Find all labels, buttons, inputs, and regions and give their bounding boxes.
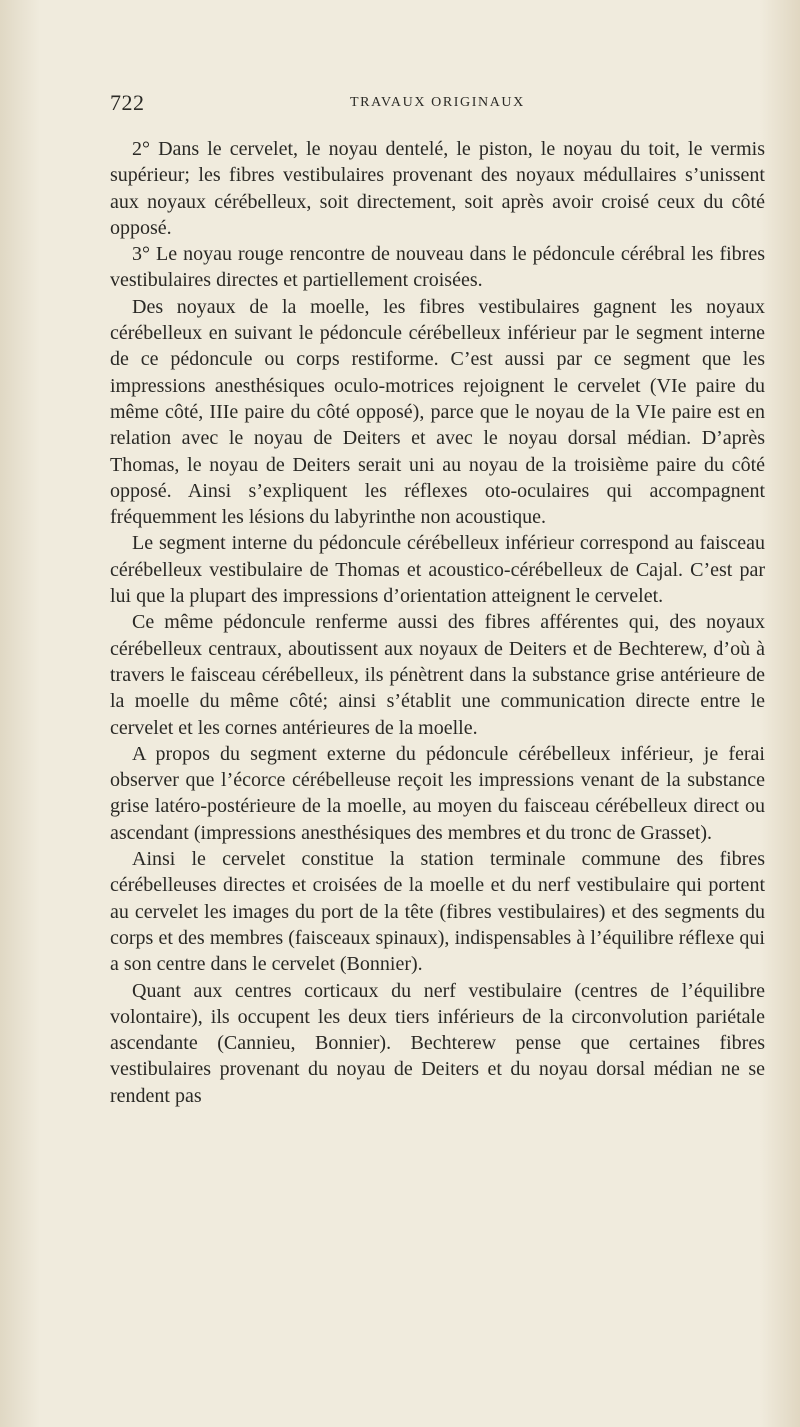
paragraph: Le segment interne du pédoncule cérébelleux inférieur correspond au faisceau cérébelleux vestibulaire de Thomas et acoustico-cérébelleux de Cajal. C’est par lui que la plupart des impressions d’orientation atteignent le cervelet.	[110, 532, 765, 608]
paragraph: 3° Le noyau rouge rencontre de nouveau dans le pédoncule cérébral les fibres vestibulaires directes et partiellement croisées.	[110, 243, 765, 292]
body-text	[110, 136, 765, 1109]
paragraph: Des noyaux de la moelle, les fibres vestibulaires gagnent les noyaux cérébelleux en suivant le pédoncule cérébelleux inférieur par le segment interne de ce pédoncule ou corps restiforme. C’est aussi par ce segment que les impressions anesthésiques oculo-motrices rejoignent le cervelet (VIe paire du même côté, IIIe paire du côté opposé), parce que le noyau de la VIe paire est en relation avec le noyau de Deiters et avec le noyau dorsal médian. D’après Thomas, le noyau de Deiters serait uni au noyau de la troisième paire du côté opposé. Ainsi s’expliquent les réflexes oto-oculaires qui accompagnent fréquemment les lésions du labyrinthe non acoustique.	[110, 295, 765, 529]
paragraph: 2° Dans le cervelet, le noyau dentelé, le piston, le noyau du toit, le vermis supérieur; les fibres vestibulaires provenant des noyaux médullaires s’unissent aux noyaux cérébelleux, soit directement, soit après avoir croisé ceux du côté opposé.	[110, 138, 765, 239]
paragraph: A propos du segment externe du pédoncule cérébelleux inférieur, je ferai observer que l’écorce cérébelleuse reçoit les impressions venant de la substance grise latéro-postérieure de la moelle, au moyen du faisceau cérébelleux direct ou ascendant (impressions anesthésiques des membres et du tronc de Grasset).	[110, 742, 765, 844]
paragraph: Ce même pédoncule renferme aussi des fibres afférentes qui, des noyaux cérébelleux centraux, aboutissent aux noyaux de Deiters et de Bechterew, d’où à travers le faisceau cérébelleux, ils pénètrent dans la substance grise antérieure de la moelle du même côté; ainsi s’établit une communication directe entre le cervelet et les cornes antérieures de la moelle.	[110, 611, 765, 739]
paragraph: Ainsi le cervelet constitue la station terminale commune des fibres cérébelleuses directes et croisées de la moelle et du nerf vestibulaire qui portent au cervelet les images du port de la tête (fibres vestibulaires) et des segments du corps et des membres (faisceaux spinaux), indispensables à l’équilibre réflexe qui a son centre dans le cervelet (Bonnier).	[110, 848, 765, 976]
page-header	[110, 88, 748, 118]
paragraph: Quant aux centres corticaux du nerf vestibulaire (centres de l’équilibre volontaire), ils occupent les deux tiers inférieurs de la circonvolution pariétale ascendante (Cannieu, Bonnier). Bechterew pense que certaines fibres vestibulaires provenant du noyau de Deiters et du noyau dorsal médian ne se rendent pas	[110, 979, 765, 1107]
running-title: TRAVAUX ORIGINAUX	[350, 95, 525, 110]
page-number: 722	[110, 90, 145, 115]
